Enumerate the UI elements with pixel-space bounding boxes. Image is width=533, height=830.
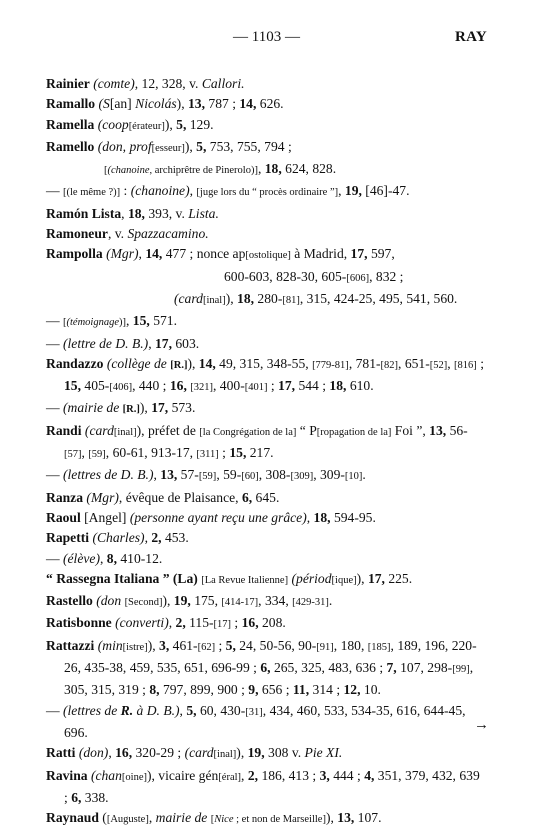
index-entry: Rapetti (Charles), 2, 453.: [46, 530, 189, 546]
index-entry: — [(témoignage)], 15, 571.: [46, 313, 177, 329]
page-number: — 1103 —: [233, 29, 300, 45]
index-entry: Ravina (chan[oine]), vicaire gén[éral], 2, 186, 413 ; 3, 444 ; 4, 351, 379, 432, 639 ; 6, 338.: [46, 767, 480, 805]
index-entry: — [(le même ?)] : (chanoine), [juge lors du “ procès ordinaire ”], 19, [46]-47.: [46, 183, 410, 199]
index-entry: — (élève), 8, 410-12.: [46, 550, 163, 566]
index-entry: — (mairie de [R.]), 17, 573.: [46, 400, 196, 416]
index-entry: “ Rassegna Italiana ” (La) [La Revue Italienne] (périod[ique]), 17, 225.: [46, 570, 413, 586]
index-entry: Rainier (comte), 12, 328, v. Callori.: [46, 76, 245, 91]
index-entry: Ramello (don, prof[esseur]), 5, 753, 755, 794 ; [(chanoine, archiprêtre de Pinerolo)], 18, 624, 828.: [46, 138, 337, 177]
index-entries: [46, 74, 486, 830]
index-entry: Rattazzi (min[istre]), 3, 461-[62] ; 5, 24, 50-56, 90-[91], 180, [185], 189, 196, 220-26, 435-38, 459, 535, 651, 696-99 ; 6, 265, 325, 483, 636 ; 7, 107, 298-[99], 305, 315, 319 ; 8, 797, 899, 900 ; 9, 656 ; 11, 314 ; 12, 10.: [46, 637, 477, 698]
index-entry: Ranza (Mgr), évêque de Plaisance, 6, 645.: [46, 489, 280, 505]
index-entry: Raynaud ([Auguste], mairie de [Nice ; et non de Marseille]), 13, 107.: [46, 810, 382, 826]
page-header: [0, 29, 533, 49]
index-entry: Rampolla (Mgr), 14, 477 ; nonce ap[ostolique] à Madrid, 17, 597, 600-603, 828-30, 605-[606], 832 ; (card[inal]), 18, 280-[81], 315, 424-25, 495, 541, 560.: [46, 246, 458, 306]
index-entry: Randazzo (collège de [R.]), 14, 49, 315, 348-55, [779-81], 781-[82], 651-[52], [816] ; 15, 405-[406], 440 ; 16, [321], 400-[401] ; 17, 544 ; 18, 610.: [46, 355, 484, 394]
index-entry: Ramallo (S[an] Nicolás), 13, 787 ; 14, 626.: [46, 96, 284, 112]
continuation-arrow-icon: →: [474, 717, 489, 733]
index-entry: — (lettre de D. B.), 17, 603.: [46, 335, 200, 351]
index-entry: — (lettres de R. à D. B.), 5, 60, 430-[31], 434, 460, 533, 534-35, 616, 644-45, 696.: [46, 702, 466, 740]
index-entry: Randi (card[inal]), préfet de [la Congrégation de la] “ P[ropagation de la] Foi ”, 13, 56-[57], [59], 60-61, 913-17, [311] ; 15, 217.: [46, 422, 468, 461]
index-entry: Rastello (don [Second]), 19, 175, [414-17], 334, [429-31].: [46, 593, 333, 609]
index-entry: Raoul [Angel] (personne ayant reçu une grâce), 18, 594-95.: [46, 509, 376, 525]
index-entry: — (lettres de D. B.), 13, 57-[59], 59-[60], 308-[309], 309-[10].: [46, 467, 366, 483]
index-entry: Ratisbonne (converti), 2, 115-[17] ; 16, 208.: [46, 615, 286, 631]
running-head: RAY: [454, 29, 487, 45]
index-entry: Ramón Lista, 18, 393, v. Lista.: [46, 205, 219, 221]
index-entry: Ramella (coop[érateur]), 5, 129.: [46, 116, 214, 132]
index-entry: Ratti (don), 16, 320-29 ; (card[inal]), 19, 308 v. Pie XI.: [46, 745, 343, 761]
index-entry: Ramoneur, v. Spazzacamino.: [46, 226, 209, 242]
